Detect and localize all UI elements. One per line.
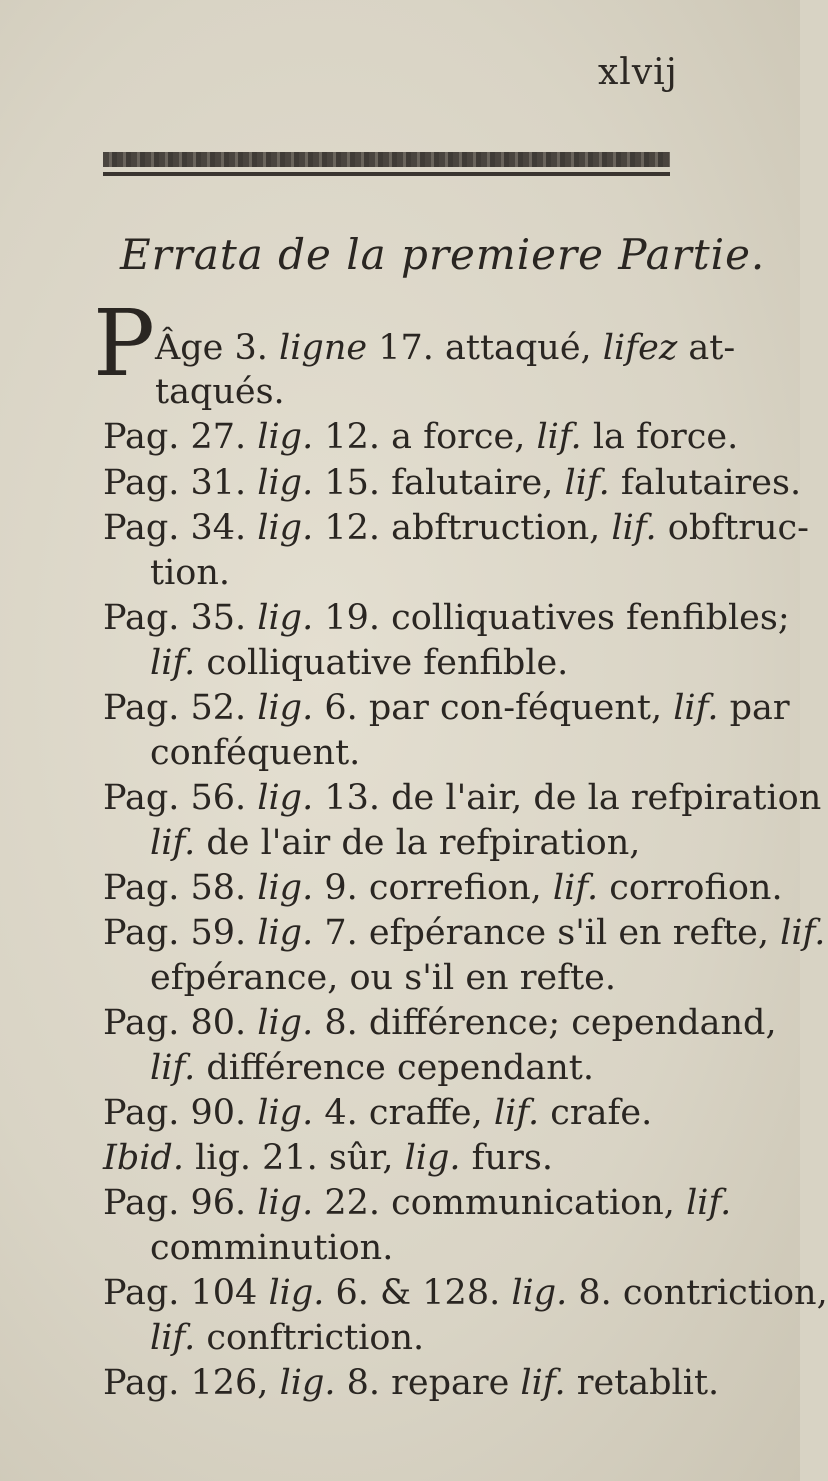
- drop-cap: P: [93, 290, 155, 397]
- page-number: xlvij: [598, 52, 678, 93]
- errata-line: Pag. 56. lig. 13. de l'air, de la refpiration: [103, 778, 822, 818]
- errata-line: Ibid. lig. 21. sûr, lig. furs.: [103, 1138, 553, 1178]
- errata-line: Pag. 27. lig. 12. a force, lif. la force.: [103, 417, 739, 457]
- errata-line: Âge 3. ligne 17. attaqué, lifez at-: [155, 328, 736, 368]
- errata-line: efpérance, ou s'il en refte.: [150, 958, 617, 998]
- errata-line: lif. de l'air de la refpiration,: [150, 823, 641, 863]
- errata-line: Pag. 59. lig. 7. efpérance s'il en refte, lif.: [103, 913, 826, 953]
- errata-line: conféquent.: [150, 733, 361, 773]
- errata-line: Pag. 58. lig. 9. correfion, lif. corrofion.: [103, 868, 783, 908]
- errata-line: Pag. 80. lig. 8. différence; cependand,: [103, 1003, 777, 1043]
- errata-line: lif. différence cependant.: [150, 1048, 594, 1088]
- errata-line: comminution.: [150, 1228, 394, 1268]
- page-title: Errata de la premiere Partie.: [120, 230, 766, 279]
- errata-line: lif. colliquative fenfible.: [150, 643, 569, 683]
- errata-line: lif. conftriction.: [150, 1318, 425, 1358]
- errata-line: taqués.: [155, 372, 285, 412]
- errata-line: Pag. 90. lig. 4. craffe, lif. crafe.: [103, 1093, 653, 1133]
- errata-line: Pag. 96. lig. 22. communication, lif.: [103, 1183, 732, 1223]
- errata-line: Pag. 52. lig. 6. par con-féquent, lif. par: [103, 688, 790, 728]
- errata-line: Pag. 126, lig. 8. repare lif. retablit.: [103, 1363, 720, 1403]
- rule-line: [103, 172, 670, 176]
- errata-line: Pag. 31. lig. 15. falutaire, lif. falutaires.: [103, 463, 802, 503]
- errata-line: Pag. 34. lig. 12. abftruction, lif. obftruc-: [103, 508, 809, 548]
- errata-line: Pag. 104 lig. 6. & 128. lig. 8. contriction,: [103, 1273, 828, 1313]
- errata-line: Pag. 35. lig. 19. colliquatives fenfibles;: [103, 598, 790, 638]
- ornamental-rule: [103, 152, 670, 167]
- errata-line: tion.: [150, 553, 230, 593]
